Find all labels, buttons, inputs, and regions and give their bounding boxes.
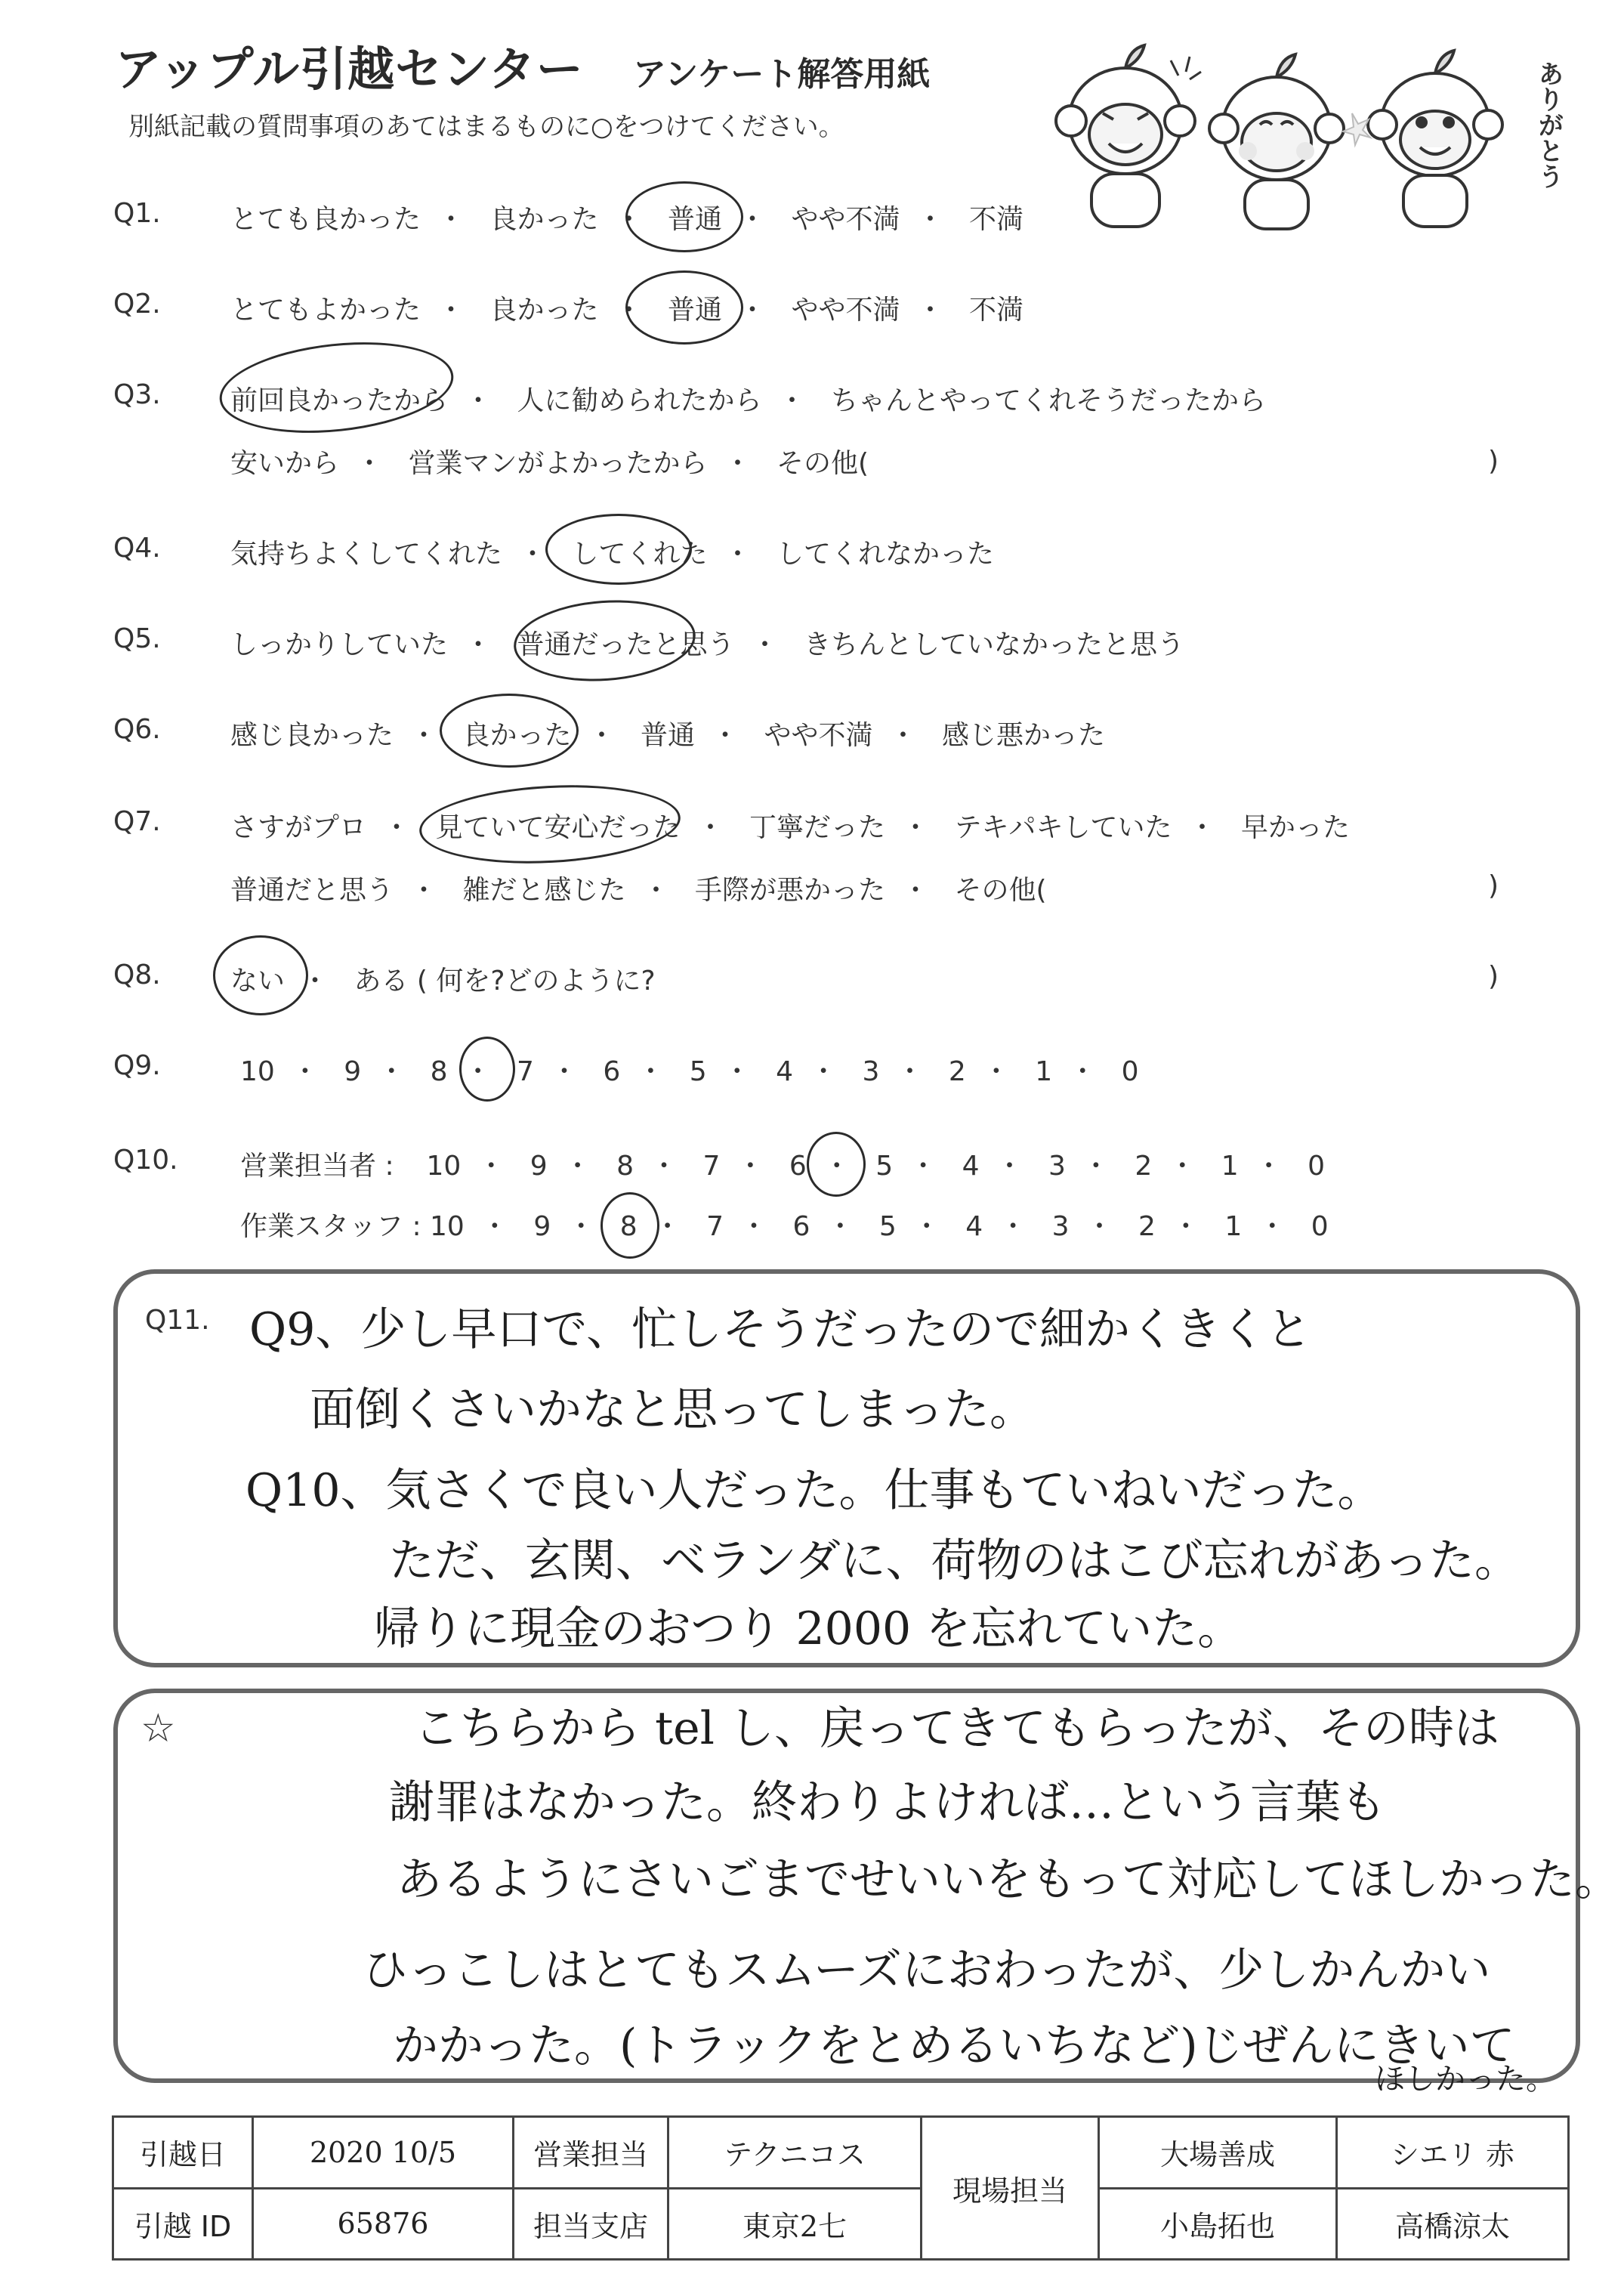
q8-selection-circle bbox=[213, 935, 308, 1015]
q7-option[interactable]: テキパキしていた bbox=[954, 812, 1172, 843]
q7-option[interactable]: 手際が悪かった bbox=[694, 875, 885, 906]
instruction-text: 別紙記載の質問事項のあてはまるものに○をつけてください。 bbox=[128, 112, 844, 142]
q2-option-selected[interactable]: 普通 bbox=[667, 295, 722, 326]
sales-rep-label: 営業担当 bbox=[514, 2117, 668, 2189]
q10-sales-score[interactable]: 1 bbox=[1221, 1151, 1239, 1182]
move-info-table bbox=[112, 2115, 1570, 2261]
q6-option-selected[interactable]: 良かった bbox=[462, 720, 572, 751]
q10-sales-label: 営業担当者 : bbox=[240, 1151, 394, 1182]
q6-label: Q6. bbox=[113, 714, 161, 745]
star-handwriting-line: ほしかった。 bbox=[1375, 2062, 1556, 2097]
q1-options: とても良かった ・ 良かった ・ 普通 ・ やや不満 ・ 不満 bbox=[230, 204, 1023, 235]
form-subtitle: アンケート解答用紙 bbox=[633, 55, 931, 94]
q9-score-selected[interactable]: 7 bbox=[517, 1056, 534, 1087]
q4-label: Q4. bbox=[113, 533, 161, 564]
q3-option[interactable]: 営業マンがよかったから bbox=[408, 448, 708, 479]
star-handwriting-line: あるようにさいごまでせいいをもって対応してほしかった。 bbox=[397, 1853, 1620, 1906]
q10-staff-row: 作業スタッフ : 10 ・ 9 ・ 8 ・ 7 ・ 6 ・ 5 ・ 4 ・ 3 ・ 2 ・ 1 ・ 0 bbox=[240, 1211, 1329, 1242]
q10-staff-score[interactable]: 4 bbox=[965, 1211, 983, 1242]
q1-option[interactable]: 不満 bbox=[968, 204, 1023, 235]
q10-sales-score[interactable]: 4 bbox=[962, 1151, 980, 1182]
q11-handwriting-line: Q10、気さくで良い人だった。仕事もていねいだった。 bbox=[245, 1464, 1383, 1517]
q5-option-selected[interactable]: 普通だったと思う bbox=[517, 629, 735, 660]
q6-option[interactable]: 感じ悪かった bbox=[941, 720, 1105, 751]
q9-score[interactable]: 8 bbox=[430, 1056, 448, 1087]
q10-staff-score[interactable]: 0 bbox=[1311, 1211, 1329, 1242]
q9-label: Q9. bbox=[113, 1050, 161, 1081]
move-id-value[interactable]: 65876 bbox=[253, 2188, 514, 2260]
q9-score[interactable]: 6 bbox=[603, 1056, 621, 1087]
q1-option[interactable]: とても良かった bbox=[230, 204, 421, 235]
q10-sales-score[interactable]: 7 bbox=[702, 1151, 721, 1182]
q4-selection-circle bbox=[545, 514, 692, 585]
q9-score[interactable]: 1 bbox=[1035, 1056, 1053, 1087]
q7-option[interactable]: 雑だと感じた bbox=[462, 875, 626, 906]
q3-options-line2: 安いから ・ 営業マンがよかったから ・ その他( bbox=[230, 448, 869, 479]
q10-staff-label: 作業スタッフ : bbox=[240, 1211, 421, 1242]
form-title: アップル引越センター bbox=[115, 42, 584, 97]
q1-option[interactable]: やや不満 bbox=[791, 204, 900, 235]
q6-options: 感じ良かった ・ 良かった ・ 普通 ・ やや不満 ・ 感じ悪かった bbox=[230, 720, 1105, 751]
q9-score[interactable]: 9 bbox=[344, 1056, 362, 1087]
q3-close-paren: ) bbox=[1488, 446, 1499, 477]
q10-staff-score[interactable]: 1 bbox=[1224, 1211, 1243, 1242]
q7-label: Q7. bbox=[113, 806, 161, 837]
branch-value[interactable]: 東京2七 bbox=[668, 2188, 922, 2260]
q2-option[interactable]: 不満 bbox=[968, 295, 1023, 326]
q8-close-paren: ) bbox=[1488, 961, 1499, 992]
q11-handwriting-line: Q9、少し早口で、忙しそうだったので細かくきくと bbox=[249, 1303, 1312, 1356]
q2-option[interactable]: 良かった bbox=[489, 295, 599, 326]
q7-options-line2: 普通だと思う ・ 雑だと感じた ・ 手際が悪かった ・ その他( bbox=[230, 875, 1047, 906]
q10-sales-selection-circle bbox=[807, 1132, 866, 1197]
star-handwriting-line: 謝罪はなかった。終わりよければ…という言葉も bbox=[389, 1776, 1386, 1829]
site-staff-name[interactable]: 大場善成 bbox=[1099, 2117, 1337, 2189]
q8-options: ない ・ ある ( 何を?どのように? bbox=[230, 966, 656, 997]
q3-selection-circle bbox=[215, 332, 458, 443]
sales-rep-value[interactable]: テクニコス bbox=[668, 2117, 922, 2189]
q7-options-line1: さすがプロ ・ 見ていて安心だった ・ 丁寧だった ・ テキパキしていた ・ 早かった bbox=[230, 812, 1350, 843]
site-staff-name[interactable]: 小島拓也 bbox=[1099, 2188, 1337, 2260]
q10-staff-score[interactable]: 7 bbox=[706, 1211, 724, 1242]
q10-staff-score[interactable]: 9 bbox=[533, 1211, 551, 1242]
q5-options: しっかりしていた ・ 普通だったと思う ・ きちんとしていなかったと思う bbox=[230, 629, 1184, 660]
q3-option-other[interactable]: その他( bbox=[776, 448, 869, 479]
q1-label: Q1. bbox=[113, 198, 161, 229]
star-handwriting-line: かかった。(トラックをとめるいちなど)じぜんにきいて bbox=[393, 2020, 1515, 2072]
site-staff-name[interactable]: 高橋涼太 bbox=[1337, 2188, 1569, 2260]
q11-handwriting-line: 面倒くさいかなと思ってしまった。 bbox=[310, 1383, 1035, 1436]
q5-label: Q5. bbox=[113, 623, 161, 654]
q1-option[interactable]: 良かった bbox=[489, 204, 599, 235]
monkey-mascot-illustration bbox=[1050, 38, 1564, 242]
q9-score[interactable]: 5 bbox=[689, 1056, 707, 1087]
q6-option[interactable]: 普通 bbox=[640, 720, 695, 751]
site-staff-label: 現場担当 bbox=[922, 2117, 1099, 2260]
q5-option[interactable]: しっかりしていた bbox=[230, 629, 449, 660]
q10-staff-score[interactable]: 10 bbox=[430, 1211, 465, 1242]
q2-options: とてもよかった ・ 良かった ・ 普通 ・ やや不満 ・ 不満 bbox=[230, 295, 1023, 326]
q10-sales-score-selected[interactable]: 5 bbox=[875, 1151, 894, 1182]
q10-sales-score[interactable]: 2 bbox=[1135, 1151, 1153, 1182]
move-date-value[interactable]: 2020 10/5 bbox=[253, 2117, 514, 2189]
q7-option[interactable]: 早かった bbox=[1240, 812, 1350, 843]
q10-sales-score[interactable]: 0 bbox=[1308, 1151, 1326, 1182]
q4-option[interactable]: してくれなかった bbox=[776, 539, 994, 570]
q3-option[interactable]: 人に勧められたから bbox=[517, 385, 762, 416]
q8-option-selected[interactable]: ない bbox=[230, 966, 286, 997]
q4-options: 気持ちよくしてくれた ・ してくれた ・ してくれなかった bbox=[230, 539, 994, 570]
star-handwriting-line: ひっこしはとてもスムーズにおわったが、少しかんかい bbox=[363, 1944, 1491, 1997]
q10-label: Q10. bbox=[113, 1145, 178, 1176]
q2-selection-circle bbox=[625, 270, 743, 345]
q7-option-selected[interactable]: 見ていて安心だった bbox=[435, 812, 681, 843]
q9-score[interactable]: 3 bbox=[862, 1056, 880, 1087]
site-staff-name[interactable]: シエリ 赤 bbox=[1337, 2117, 1569, 2189]
move-date-label: 引越日 bbox=[113, 2117, 253, 2189]
q9-score[interactable]: 0 bbox=[1121, 1056, 1139, 1087]
q3-options-line1: 前回良かったから ・ 人に勧められたから ・ ちゃんとやってくれそうだったから bbox=[230, 385, 1266, 416]
q10-sales-score[interactable]: 10 bbox=[426, 1151, 462, 1182]
star-handwriting-line: こちらから tel し、戻ってきてもらったが、その時は bbox=[414, 1702, 1499, 1755]
q3-option[interactable]: 安いから bbox=[230, 448, 340, 479]
q9-scale: 10 ・ 9 ・ 8 ・ 7 ・ 6 ・ 5 ・ 4 ・ 3 ・ 2 ・ 1 ・ 0 bbox=[240, 1056, 1139, 1087]
q8-label: Q8. bbox=[113, 960, 161, 990]
q9-score[interactable]: 4 bbox=[776, 1056, 794, 1087]
q2-label: Q2. bbox=[113, 289, 161, 320]
q10-sales-score[interactable]: 3 bbox=[1048, 1151, 1066, 1182]
q6-option[interactable]: 感じ良かった bbox=[230, 720, 394, 751]
q2-option[interactable]: とてもよかった bbox=[230, 295, 421, 326]
q9-score[interactable]: 2 bbox=[948, 1056, 966, 1087]
q10-staff-score[interactable]: 6 bbox=[792, 1211, 810, 1242]
q10-sales-score[interactable]: 6 bbox=[789, 1151, 807, 1182]
q11-handwriting-line: 帰りに現金のおつり 2000 を忘れていた。 bbox=[374, 1602, 1243, 1655]
q4-option-selected[interactable]: してくれた bbox=[571, 539, 708, 570]
q1-option-selected[interactable]: 普通 bbox=[667, 204, 722, 235]
q10-sales-score[interactable]: 8 bbox=[616, 1151, 634, 1182]
q3-label: Q3. bbox=[113, 379, 161, 410]
star-icon: ☆ bbox=[140, 1706, 176, 1751]
q7-selection-circle bbox=[418, 779, 683, 870]
q7-option[interactable]: 普通だと思う bbox=[230, 875, 394, 906]
move-id-label: 引越 ID bbox=[113, 2188, 253, 2260]
q1-selection-circle bbox=[625, 181, 743, 252]
branch-label: 担当支店 bbox=[514, 2188, 668, 2260]
q3-option[interactable]: ちゃんとやってくれそうだったから bbox=[830, 385, 1266, 416]
q7-option[interactable]: さすがプロ bbox=[230, 812, 367, 843]
q11-label: Q11. bbox=[145, 1305, 210, 1336]
q7-close-paren: ) bbox=[1488, 870, 1499, 901]
q10-staff-score[interactable]: 5 bbox=[878, 1211, 897, 1242]
q5-selection-circle bbox=[511, 595, 699, 688]
q2-option[interactable]: やや不満 bbox=[791, 295, 900, 326]
mascot-thanks-text: ありがとう bbox=[1533, 60, 1564, 189]
q10-staff-score-selected[interactable]: 8 bbox=[619, 1211, 638, 1242]
q6-option[interactable]: やや不満 bbox=[764, 720, 873, 751]
q5-option[interactable]: きちんとしていなかったと思う bbox=[803, 629, 1184, 660]
q4-option[interactable]: 気持ちよくしてくれた bbox=[230, 539, 503, 570]
q8-option[interactable]: ある ( 何を?どのように? bbox=[354, 966, 656, 997]
q3-option-selected[interactable]: 前回良かったから bbox=[230, 385, 449, 416]
q9-selection-circle bbox=[459, 1037, 515, 1102]
q7-option[interactable]: 丁寧だった bbox=[749, 812, 885, 843]
q9-score[interactable]: 10 bbox=[240, 1056, 275, 1087]
q10-staff-selection-circle bbox=[601, 1192, 659, 1259]
q10-sales-row: 営業担当者 : 10 ・ 9 ・ 8 ・ 7 ・ 6 ・ 5 ・ 4 ・ 3 ・ 2 ・ 1 ・ 0 bbox=[240, 1151, 1326, 1182]
q10-staff-score[interactable]: 2 bbox=[1138, 1211, 1156, 1242]
q11-handwriting-line: ただ、玄関、ベランダに、荷物のはこび忘れがあった。 bbox=[389, 1534, 1520, 1587]
q7-option-other[interactable]: その他( bbox=[954, 875, 1047, 906]
q10-staff-score[interactable]: 3 bbox=[1051, 1211, 1070, 1242]
q10-sales-score[interactable]: 9 bbox=[529, 1151, 548, 1182]
q6-selection-circle bbox=[440, 694, 579, 768]
